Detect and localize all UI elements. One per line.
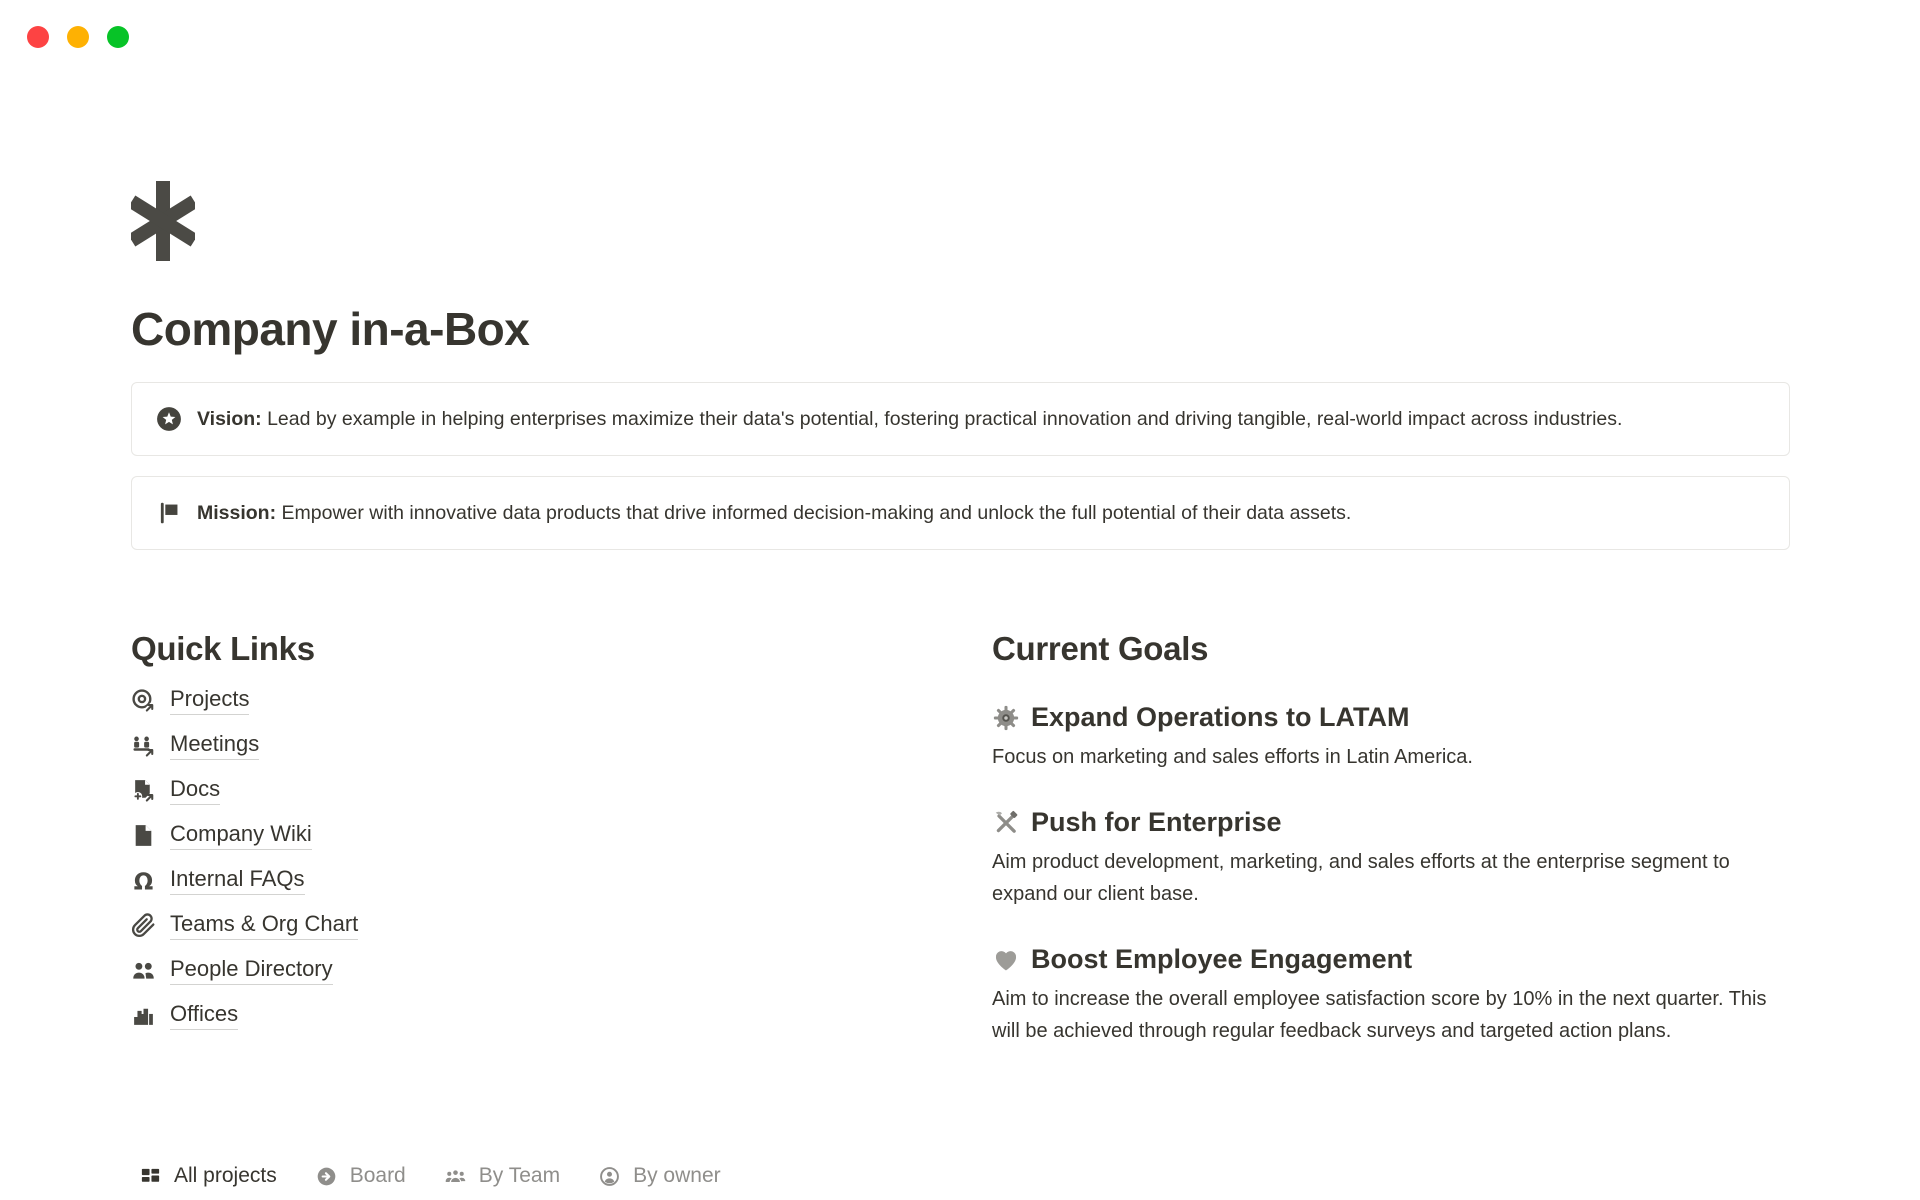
- flag-icon: [156, 500, 182, 526]
- svg-text:Ω: Ω: [133, 869, 154, 893]
- mission-callout: [131, 476, 1790, 550]
- page-title: Company in-a-Box: [131, 303, 530, 355]
- link-teams-org-chart[interactable]: [131, 903, 937, 948]
- quick-links-list: [131, 678, 937, 1038]
- meeting-link-icon: [131, 733, 156, 758]
- mission-text: [197, 497, 1351, 529]
- team-icon: [444, 1165, 467, 1188]
- link-label: Internal FAQs: [170, 866, 305, 895]
- link-offices[interactable]: [131, 993, 937, 1038]
- column-gap: [937, 630, 992, 1047]
- heart-icon: [992, 946, 1020, 974]
- grid-icon: [139, 1165, 162, 1188]
- goal-description: Aim to increase the overall employee satisfaction score by 10% in the next quarter. This will be achieved through regular feedback surveys and targeted action plans.: [992, 988, 1767, 1042]
- people-icon: [131, 958, 156, 983]
- doc-add-link-icon: [131, 778, 156, 803]
- current-goals-heading: Current Goals: [992, 630, 1209, 667]
- database-view-tabs: [139, 1164, 721, 1188]
- goal-title-enterprise: [992, 807, 1790, 838]
- link-projects[interactable]: [131, 678, 937, 723]
- vision-callout: [131, 382, 1790, 456]
- link-company-wiki[interactable]: [131, 813, 937, 858]
- board-icon: [315, 1165, 338, 1188]
- goal-description: Aim product development, marketing, and sales efforts at the enterprise segment to expand our client base.: [992, 851, 1730, 905]
- tab-label: By Team: [478, 1164, 561, 1187]
- goal-title-text: Push for Enterprise: [1031, 807, 1282, 837]
- mission-body: Empower with innovative data products that drive informed decision-making and unlock the full potential of their data assets.: [276, 502, 1352, 524]
- zoom-button[interactable]: [107, 26, 129, 48]
- goal-description: Focus on marketing and sales efforts in Latin America.: [992, 746, 1473, 768]
- link-docs[interactable]: [131, 768, 937, 813]
- link-label: Teams & Org Chart: [170, 911, 358, 940]
- tab-by-team[interactable]: [444, 1164, 560, 1188]
- link-label: Company Wiki: [170, 821, 312, 850]
- building-icon: [131, 1003, 156, 1028]
- goal-title-text: Boost Employee Engagement: [1031, 944, 1413, 974]
- tab-all-projects[interactable]: [139, 1164, 277, 1188]
- mission-label: Mission:: [197, 502, 277, 524]
- link-label: Offices: [170, 1001, 238, 1030]
- quick-links-heading: Quick Links: [131, 630, 315, 667]
- vision-body: Lead by example in helping enterprises maximize their data's potential, fostering practical innovation and driving tangible, real-world impact across industries.: [261, 408, 1623, 430]
- minimize-button[interactable]: [67, 26, 89, 48]
- tab-label: Board: [349, 1164, 406, 1187]
- goal-title-engagement: [992, 944, 1790, 975]
- link-label: Docs: [170, 776, 220, 805]
- link-internal-faqs[interactable]: [131, 858, 937, 903]
- gear-icon: [992, 704, 1020, 732]
- tab-label: By owner: [633, 1164, 721, 1187]
- two-column-section: [131, 630, 1790, 1047]
- star-circle-icon: [156, 406, 182, 432]
- link-people-directory[interactable]: [131, 948, 937, 993]
- target-link-icon: [131, 688, 156, 713]
- page-content: [131, 0, 1790, 1047]
- vision-label: Vision:: [197, 408, 262, 430]
- link-meetings[interactable]: [131, 723, 937, 768]
- keyhole-icon: [131, 868, 156, 893]
- tools-icon: [992, 809, 1020, 837]
- paperclip-icon: [131, 913, 156, 938]
- page-icon: [131, 823, 156, 848]
- close-button[interactable]: [27, 26, 49, 48]
- link-label: People Directory: [170, 956, 333, 985]
- link-label: Meetings: [170, 731, 259, 760]
- current-goals-column: [992, 630, 1790, 1047]
- tab-board[interactable]: [315, 1164, 406, 1188]
- asterisk-icon[interactable]: [131, 180, 195, 262]
- owner-icon: [598, 1165, 621, 1188]
- goal-title-latam: [992, 702, 1790, 733]
- tab-by-owner[interactable]: [598, 1164, 721, 1188]
- tab-label: All projects: [174, 1164, 277, 1187]
- quick-links-column: [131, 630, 937, 1047]
- vision-text: [197, 403, 1622, 435]
- window-controls: [27, 26, 129, 48]
- goal-title-text: Expand Operations to LATAM: [1031, 702, 1410, 732]
- link-label: Projects: [170, 686, 249, 715]
